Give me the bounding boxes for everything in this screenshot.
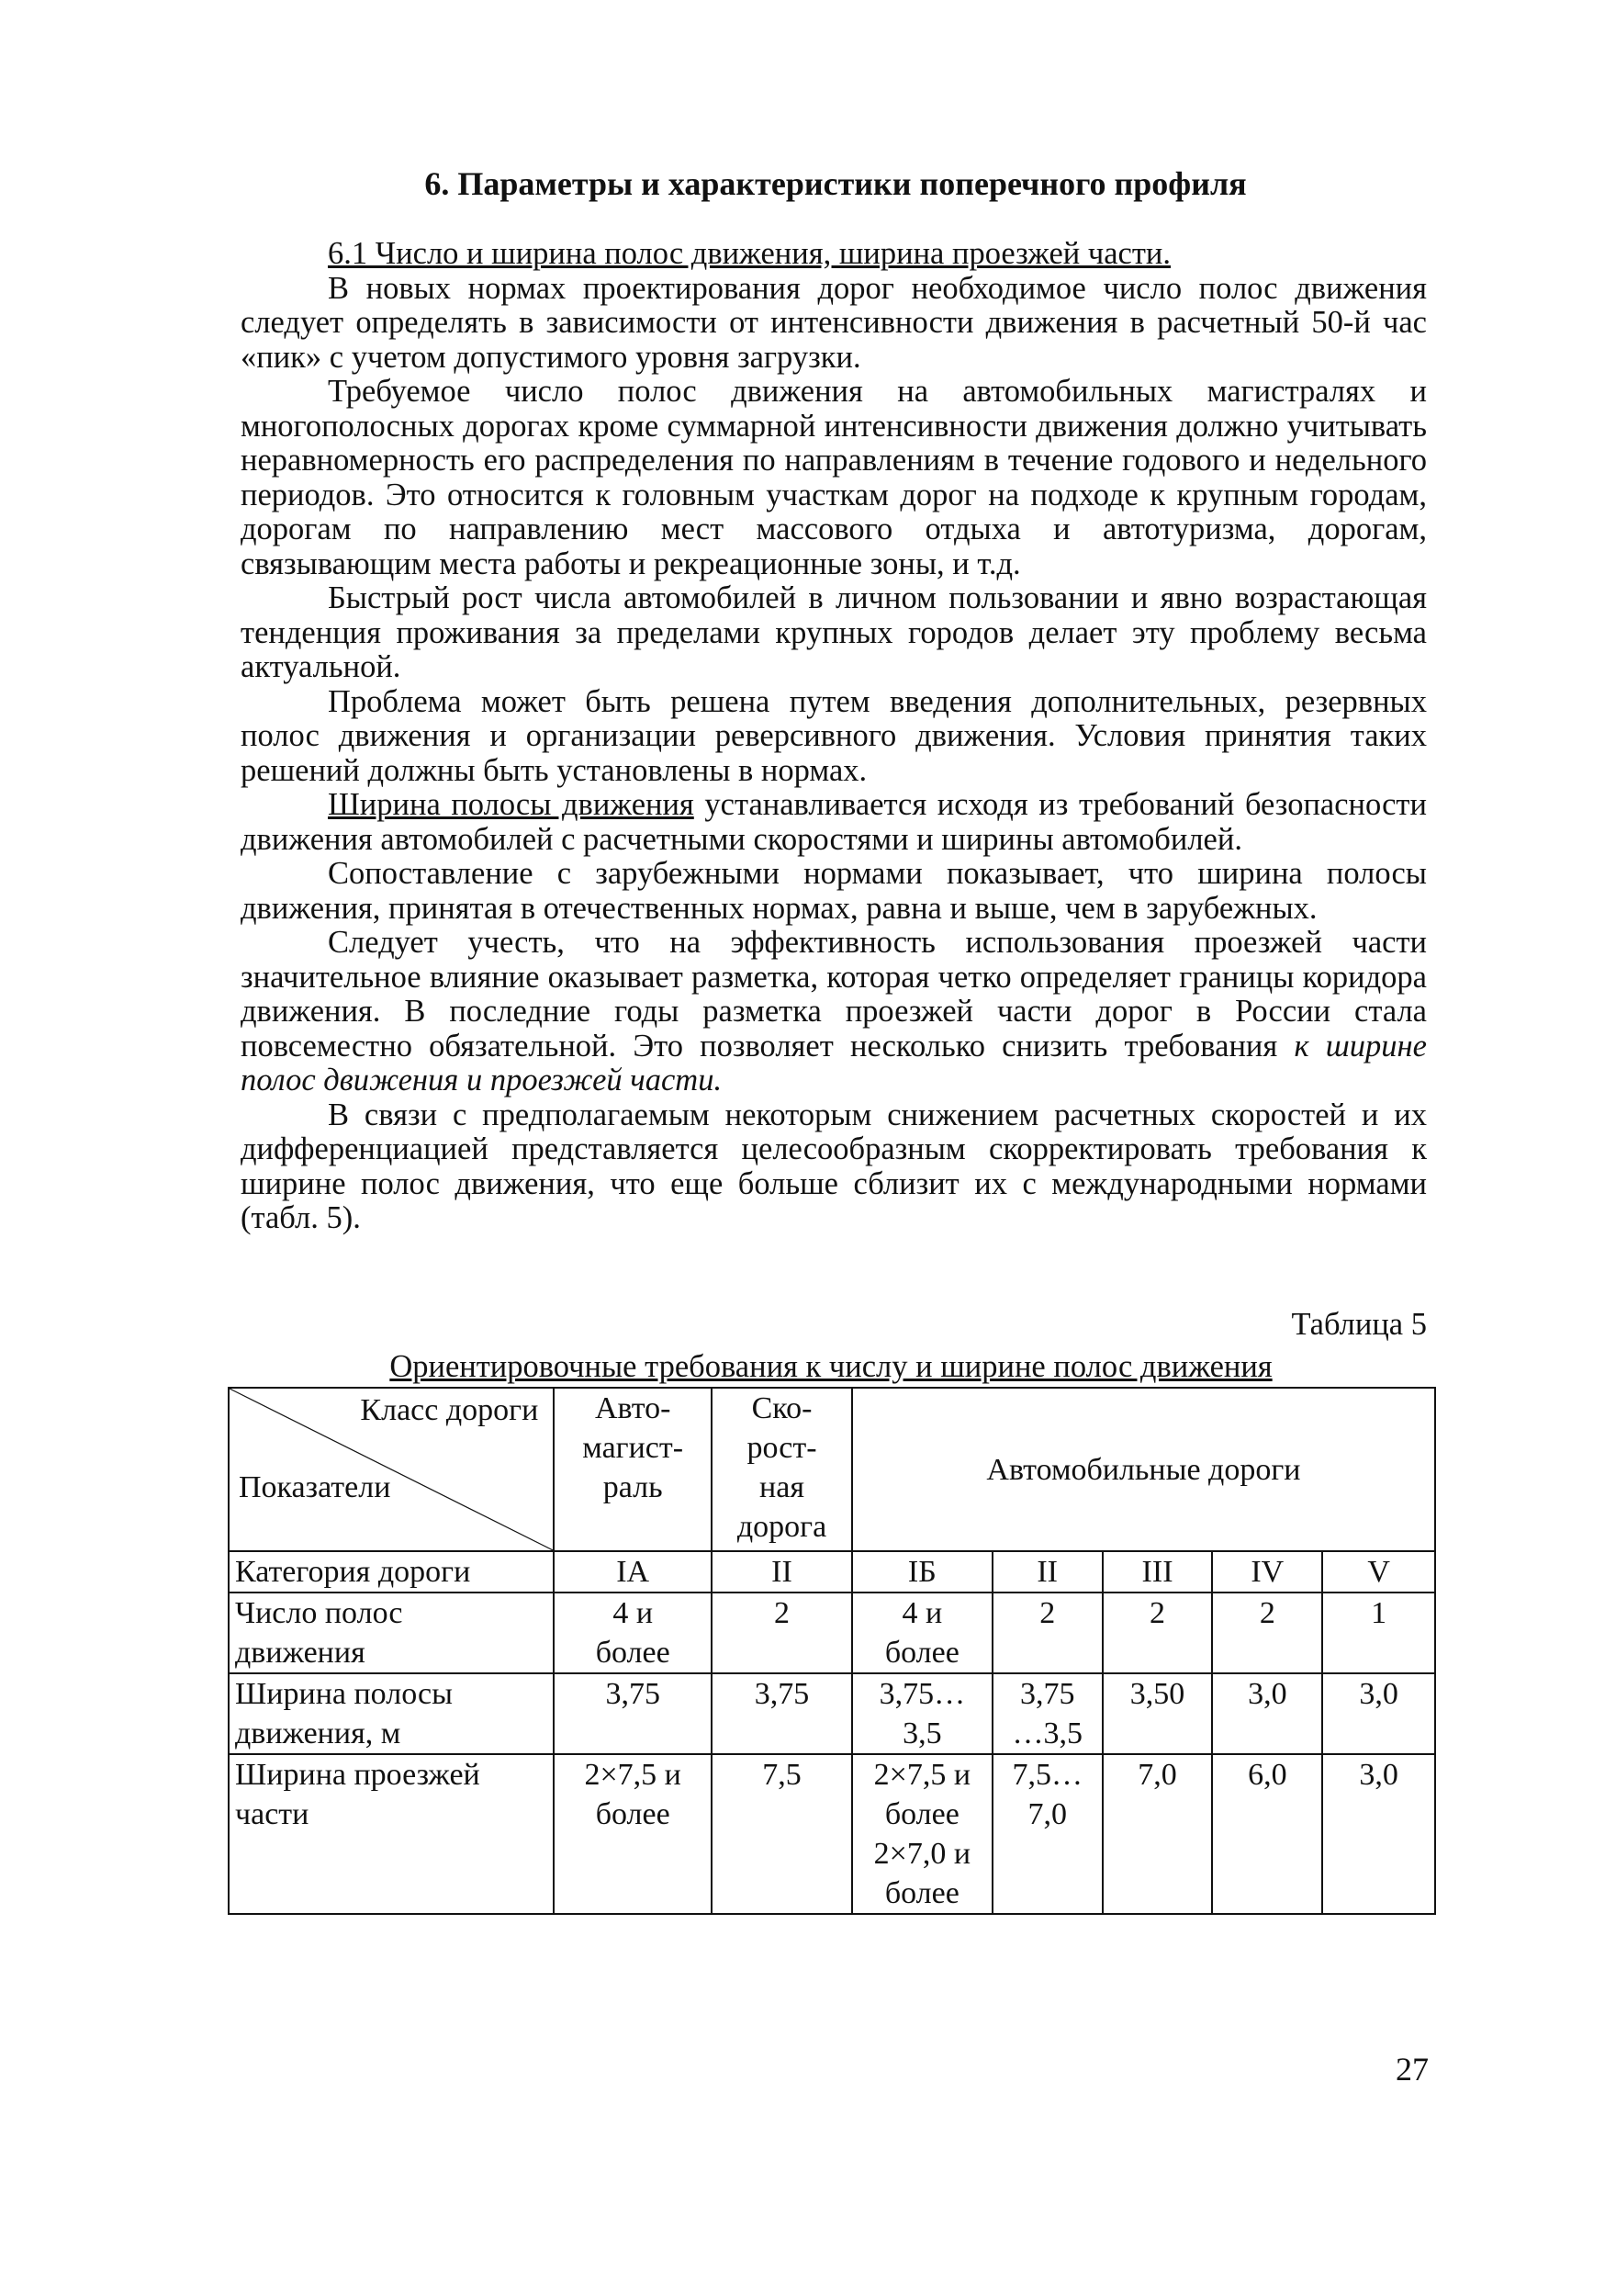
paragraph-7 bbox=[241, 926, 1427, 1098]
table-cell: 7,0 bbox=[1103, 1754, 1213, 1914]
table-cell: 3,50 bbox=[1103, 1673, 1213, 1754]
table-cell: II bbox=[993, 1551, 1103, 1593]
table-cell: 3,75 bbox=[554, 1673, 712, 1754]
paragraph-8: В связи с предполагаемым некоторым снижением расчетных скоростей и их дифференциацией представляется целесообразным скорректировать требования к ширине полос движения, что еще больше сблизит их с международными нормами (табл. 5). bbox=[241, 1097, 1427, 1235]
paragraph-3: Быстрый рост числа автомобилей в личном пользовании и явно возрастающая тенденция проживания за пределами крупных городов делает эту проблему весьма актуальной. bbox=[241, 580, 1427, 684]
table-cell: 7,5 bbox=[712, 1754, 852, 1914]
table-row bbox=[229, 1593, 1435, 1673]
table-cell: 3,0 bbox=[1322, 1754, 1435, 1914]
table-cell: 3,75… 3,5 bbox=[852, 1673, 993, 1754]
body-text bbox=[241, 237, 1427, 1236]
paragraph-7-text: Следует учесть, что на эффективность использования проезжей части значительное влияние оказывает разметка, которая четко определяет границы коридора движения. В последние годы разметка проезжей части дорог в России стала повсеместно обязательной. Это позволяет несколько снизить требования bbox=[241, 925, 1427, 1064]
table-row bbox=[229, 1673, 1435, 1754]
paragraph-5-rest: устанавливается исходя из требований безопасности движения автомобилей с расчетными скоростями и ширины автомобилей. bbox=[241, 787, 1427, 857]
table-cell: IA bbox=[554, 1551, 712, 1593]
table-cell: 4 и более bbox=[852, 1593, 993, 1673]
table-cell: 4 и более bbox=[554, 1593, 712, 1673]
table-cell: 3,75 …3,5 bbox=[993, 1673, 1103, 1754]
row-label: Число полос движения bbox=[229, 1593, 554, 1673]
paragraph-6: Сопоставление с зарубежными нормами показывает, что ширина полосы движения, принятая в отечественных нормах, равна и выше, чем в зарубежных. bbox=[241, 856, 1427, 926]
table-row bbox=[229, 1754, 1435, 1914]
table-cell: 7,5… 7,0 bbox=[993, 1754, 1103, 1914]
section-title: 6. Параметры и характеристики поперечного профиля bbox=[424, 165, 1247, 202]
row-label: Ширина проезжей части bbox=[229, 1754, 554, 1914]
subsection-heading: 6.1 Число и ширина полос движения, ширина проезжей части. bbox=[328, 236, 1172, 271]
paragraph-5-lead: Ширина полосы движения bbox=[328, 787, 694, 822]
table-cell: 3,0 bbox=[1322, 1673, 1435, 1754]
header-skorostnaya: Ско- рост- ная дорога bbox=[712, 1388, 852, 1551]
table-cell: IБ bbox=[852, 1551, 993, 1593]
table-cell: V bbox=[1322, 1551, 1435, 1593]
table-cell: 2 bbox=[1103, 1593, 1213, 1673]
table-cell: 3,0 bbox=[1212, 1673, 1322, 1754]
page-number: 27 bbox=[1396, 2051, 1429, 2088]
table-row bbox=[229, 1551, 1435, 1593]
row-label: Ширина полосы движения, м bbox=[229, 1673, 554, 1754]
table-cell: IV bbox=[1212, 1551, 1322, 1593]
table-cell: II bbox=[712, 1551, 852, 1593]
paragraph-1: В новых нормах проектирования дорог необходимое число полос движения следует определять в зависимости от интенсивности движения в расчетный 50-й час «пик» с учетом допустимого уровня загрузки. bbox=[241, 270, 1427, 375]
table-title: Ориентировочные требования к числу и ширине полос движения bbox=[389, 1349, 1273, 1384]
table-corner-cell bbox=[229, 1388, 554, 1551]
corner-top-label: Класс дороги bbox=[360, 1393, 539, 1427]
paragraph-4: Проблема может быть решена путем введения дополнительных, резервных полос движения и организации реверсивного движения. Условия принятия таких решений должны быть установлены в нормах. bbox=[241, 683, 1427, 788]
table-cell: 2×7,5 и более 2×7,0 и более bbox=[852, 1754, 993, 1914]
table-cell: 2×7,5 и более bbox=[554, 1754, 712, 1914]
row-label: Категория дороги bbox=[229, 1551, 554, 1593]
header-automagistral: Авто- магист- раль bbox=[554, 1388, 712, 1551]
paragraph-5 bbox=[241, 788, 1427, 857]
table-cell: 2 bbox=[1212, 1593, 1322, 1673]
table-cell: III bbox=[1103, 1551, 1213, 1593]
table-cell: 2 bbox=[993, 1593, 1103, 1673]
lanes-table bbox=[228, 1387, 1436, 1915]
table-header-row bbox=[229, 1388, 1435, 1551]
table-cell: 1 bbox=[1322, 1593, 1435, 1673]
table-body bbox=[229, 1551, 1435, 1914]
table-cell: 3,75 bbox=[712, 1673, 852, 1754]
corner-bottom-label: Показатели bbox=[239, 1470, 391, 1504]
paragraph-2: Требуемое число полос движения на автомобильных магистралях и многополосных дорогах кроме суммарной интенсивности движения должно учитывать неравномерность его распределения по направлениям в течение годового и недельного периодов. Это относится к головным участкам дорог на подходе к крупным городам, дорогам по направлению мест массового отдыха и автотуризма, дорогам, связывающим места работы и рекреационные зоны, и т.д. bbox=[241, 374, 1427, 581]
table-cell: 6,0 bbox=[1212, 1754, 1322, 1914]
table-label: Таблица 5 bbox=[1291, 1307, 1427, 1342]
paragraph-7-italic: к ширине полос движения и проезжей части. bbox=[241, 1028, 1427, 1097]
table-cell: 2 bbox=[712, 1593, 852, 1673]
header-avtomobilnye: Автомобильные дороги bbox=[852, 1388, 1435, 1551]
